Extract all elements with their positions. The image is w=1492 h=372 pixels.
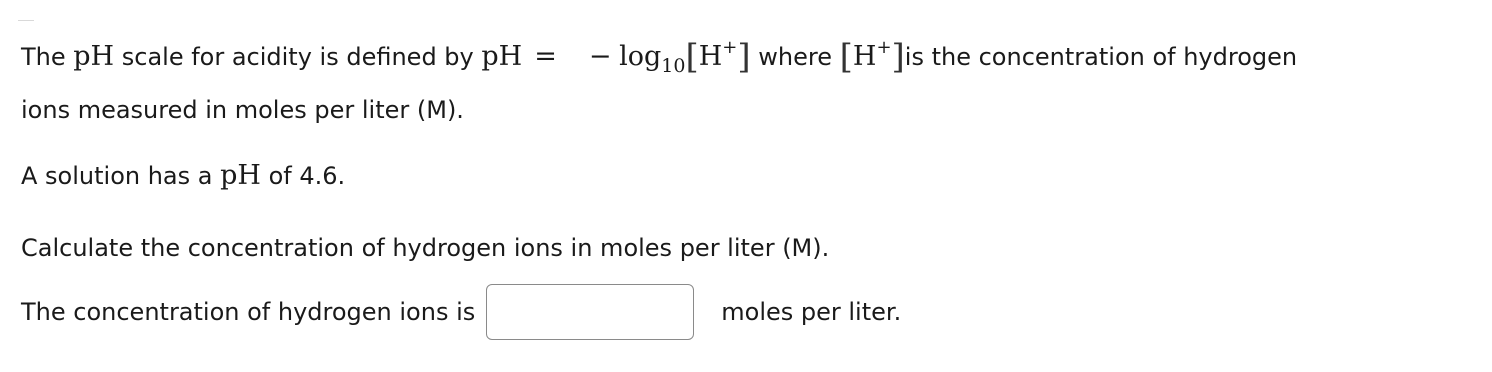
close-bracket-2: ] (891, 37, 905, 77)
answer-unit: moles per liter. (721, 298, 902, 326)
intro-tail: is the concentration of hydrogen (904, 43, 1298, 71)
answer-label: The concentration of hydrogen ions is (21, 298, 476, 326)
plus-charge: + (722, 37, 738, 58)
ph-symbol-definition: pH (481, 41, 523, 72)
intro-line2: ions measured in moles per liter (M). (21, 96, 464, 124)
open-bracket-2: [ (839, 37, 853, 77)
open-bracket: [ (685, 37, 699, 77)
plus-charge-2: + (876, 37, 892, 58)
intro-pre: The (21, 43, 74, 71)
given-post: of 4.6. (260, 162, 346, 190)
minus-sign: − (588, 41, 612, 72)
top-divider (18, 20, 34, 21)
log-function: log (619, 41, 662, 72)
given-paragraph (21, 154, 1471, 198)
answer-input[interactable] (486, 284, 694, 340)
equals-sign: = (534, 41, 557, 72)
intro-paragraph (21, 26, 1471, 132)
given-pre: A solution has a (21, 162, 221, 190)
intro-mid: scale for acidity is defined by (114, 43, 482, 71)
answer-row (21, 283, 901, 341)
problem-body (21, 26, 1471, 270)
question-paragraph: Calculate the concentration of hydrogen ions in moles per liter (M). (21, 234, 830, 262)
where-text: where (750, 43, 840, 71)
ph-symbol: pH (73, 41, 115, 72)
log-base: 10 (661, 55, 686, 77)
hydrogen-symbol: H (698, 41, 723, 72)
close-bracket: ] (737, 37, 751, 77)
hydrogen-symbol-2: H (852, 41, 877, 72)
ph-symbol-given: pH (220, 160, 261, 191)
